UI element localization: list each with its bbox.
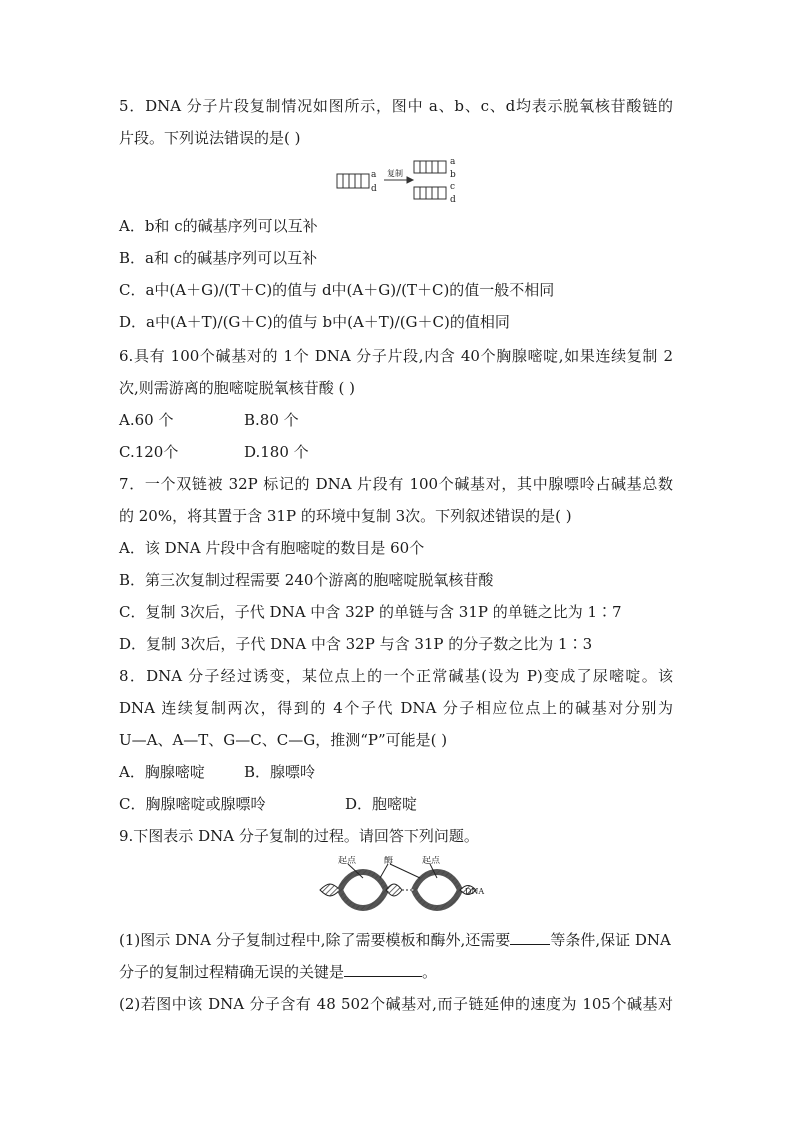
- q7-option-d: D．复制 3次后，子代 DNA 中含 32P 与含 31P 的分子数之比为 1∶3: [119, 635, 593, 653]
- label-b-right: b: [450, 170, 456, 180]
- daughter-dna-lower: [414, 187, 446, 199]
- q8-options-row1: [119, 762, 316, 782]
- q9-sub1-text-a: (1)图示 DNA 分子复制过程中,除了需要模板和酶外,还需要: [119, 931, 511, 949]
- q9-sub1-line1: [119, 930, 671, 950]
- q6-stem-line1: 6.具有 100个碱基对的 1个 DNA 分子片段,内含 40个胸腺嘧啶,如果连续复制 2: [119, 347, 673, 365]
- q7-option-b: B．第三次复制过程需要 240个游离的胞嘧啶脱氧核苷酸: [119, 571, 494, 589]
- q8-stem-line3: U—A、A—T、G—C、C—G，推测“P”可能是( ): [119, 731, 448, 749]
- label-dna: DNA: [465, 887, 485, 896]
- q5-dna-replication-figure: [334, 156, 462, 206]
- q9-sub1-blank1[interactable]: [510, 930, 550, 945]
- parent-dna-ladder: [337, 174, 369, 188]
- q8-option-c: C．胸腺嘧啶或腺嘌呤: [119, 795, 266, 813]
- q6-option-d: D.180 个: [244, 443, 309, 461]
- q9-sub1-text-b: 等条件,保证 DNA: [550, 931, 671, 949]
- q5-option-d: D．a中(A＋T)/(G＋C)的值与 b中(A＋T)/(G＋C)的值相同: [119, 313, 510, 331]
- q8-option-a: A．胸腺嘧啶: [119, 763, 205, 781]
- q8-options-row2: [119, 794, 418, 814]
- label-a-right: a: [450, 157, 456, 167]
- q9-dna-replication-bubble-figure: [318, 856, 494, 920]
- q6-option-c: C.120个: [119, 443, 179, 461]
- q9-sub1-blank2[interactable]: [344, 962, 422, 977]
- label-origin-right: 起点: [422, 856, 441, 866]
- q6-option-b: B.80 个: [244, 411, 299, 429]
- q8-stem-line2: DNA 连续复制两次，得到的 4个子代 DNA 分子相应位点上的碱基对分别为: [119, 699, 673, 717]
- q6-options-row2: [119, 442, 309, 462]
- q6-stem-line2: 次,则需游离的胞嘧啶脱氧核苷酸 ( ): [119, 379, 356, 397]
- label-c-right: c: [450, 182, 456, 192]
- q8-stem-line1: 8．DNA 分子经过诱变，某位点上的一个正常碱基(设为 P)变成了尿嘧啶。该: [119, 667, 673, 685]
- q7-option-a: A．该 DNA 片段中含有胞嘧啶的数目是 60个: [119, 539, 425, 557]
- q8-option-d: D．胞嘧啶: [345, 795, 418, 813]
- label-d-right: d: [450, 195, 456, 205]
- q8-option-b: B．腺嘌呤: [244, 763, 316, 781]
- q7-stem-line1: 7．一个双链被 32P 标记的 DNA 片段有 100个碱基对，其中腺嘌呤占碱基总数: [119, 475, 673, 493]
- q9-stem: 9.下图表示 DNA 分子复制的过程。请回答下列问题。: [119, 827, 479, 845]
- q9-sub1-text-c: 分子的复制过程精确无误的关键是: [119, 963, 345, 981]
- daughter-dna-upper: [414, 161, 446, 173]
- q7-option-c: C．复制 3次后，子代 DNA 中含 32P 的单链与含 31P 的单链之比为 1∶7: [119, 603, 622, 621]
- q5-option-b: B．a和 c的碱基序列可以互补: [119, 249, 318, 267]
- q9-sub1-text-d: 。: [422, 963, 438, 981]
- q5-stem-line2: 片段。下列说法错误的是( ): [119, 129, 301, 147]
- q9-sub1-line2: [119, 962, 437, 982]
- label-replicate: 复制: [387, 169, 403, 178]
- label-enzyme: 酶: [384, 856, 394, 866]
- label-d-left: d: [371, 184, 377, 194]
- q6-option-a: A.60 个: [119, 411, 174, 429]
- q5-stem-line1: 5．DNA 分子片段复制情况如图所示，图中 a、b、c、d均表示脱氧核苷酸链的: [119, 97, 673, 115]
- q5-option-c: C．a中(A＋G)/(T＋C)的值与 d中(A＋G)/(T＋C)的值一般不相同: [119, 281, 555, 299]
- q5-option-a: A．b和 c的碱基序列可以互补: [119, 217, 318, 235]
- q6-options-row1: [119, 410, 299, 430]
- q7-stem-line2: 的 20%，将其置于含 31P 的环境中复制 3次。下列叙述错误的是( ): [119, 507, 572, 525]
- q9-sub2-line1: (2)若图中该 DNA 分子含有 48 502个碱基对,而子链延伸的速度为 105个碱基对: [119, 995, 673, 1013]
- label-a-left: a: [371, 170, 377, 180]
- label-origin-left: 起点: [338, 856, 357, 866]
